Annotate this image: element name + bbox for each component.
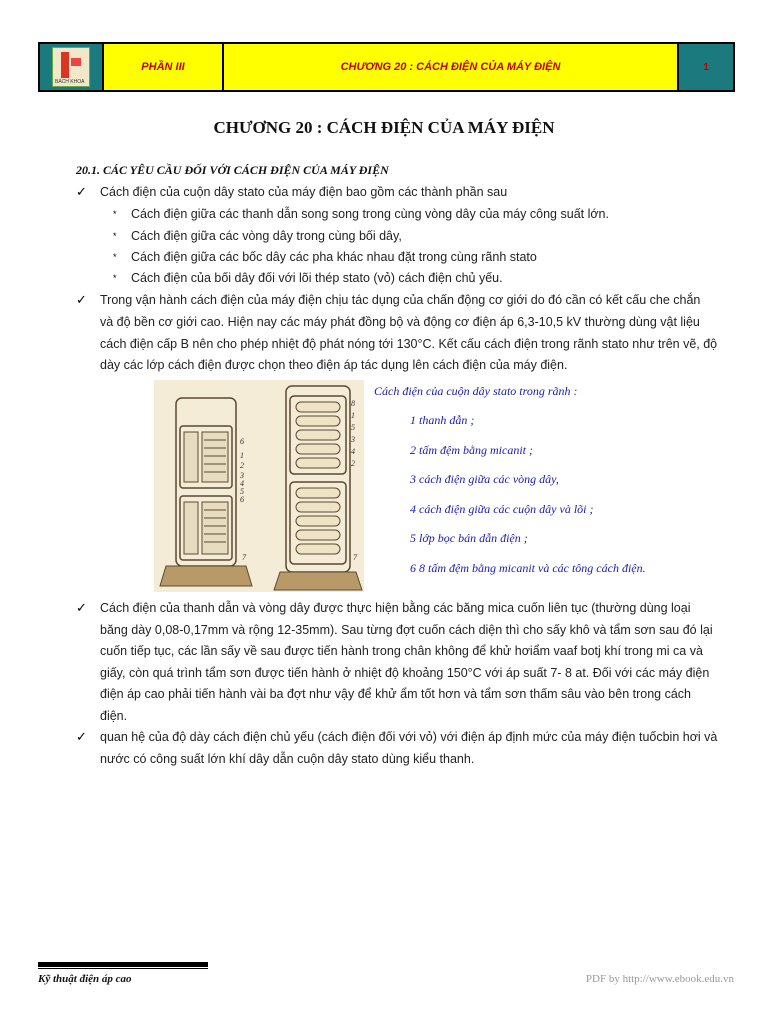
star-icon: *: [113, 273, 117, 283]
section-heading: 20.1. CÁC YÊU CẦU ĐỐI VỚI CÁCH ĐIỆN CỦA MÁY ĐIỆN: [76, 163, 389, 177]
figure-part-label: 5: [351, 423, 355, 432]
check-icon: ✓: [76, 292, 87, 307]
figure-part-label: 5: [240, 487, 244, 496]
figure-caption-item: 4 cách điện giữa các cuộn dây và lõi ;: [410, 502, 594, 516]
figure-part-label: 2: [240, 461, 244, 470]
figure-part-label: 7: [353, 553, 357, 562]
star-icon: *: [113, 209, 117, 219]
figure-part-label: 3: [240, 471, 244, 480]
figure-caption-item: 5 lớp bọc bán dẫn điện ;: [410, 531, 528, 545]
figure-part-label: 2: [351, 459, 355, 468]
figure-part-label: 4: [351, 447, 355, 456]
figure-part-label: 7: [242, 553, 246, 562]
paragraph-line: điện.: [100, 709, 128, 723]
page-title: CHƯƠNG 20 : CÁCH ĐIỆN CỦA MÁY ĐIỆN: [213, 118, 555, 137]
figure-part-label: 6: [240, 495, 244, 504]
header-chapter: CHƯƠNG 20 : CÁCH ĐIỆN CỦA MÁY ĐIỆN: [224, 44, 679, 90]
paragraph-line: giấy, còn quá trình tẩm sơn được tiến hành ở nhiệt độ khoảng 150°C với áp suất 7- 8 at. Đối với các máy điện: [100, 666, 710, 680]
figure-caption-item: 3 cách điện giữa các vòng dây,: [410, 472, 559, 486]
paragraph-line: và độ bền cơ giới cao. Hiện nay các máy phát đồng bộ và động cơ điện áp 6,3-10,5 kV thường dùng vật liệu: [100, 315, 700, 329]
paragraph-line: băng dày 0,08-0,17mm và rộng 12-35mm). Sau từng đợt cuốn cách diện thì cho sấy khô và tẩm sơn sau đó lại: [100, 623, 713, 637]
bullet-text: Cách điện của cuộn dây stato của máy điện bao gồm các thành phần sau: [100, 185, 508, 199]
page-header: [38, 42, 735, 92]
figure-caption-item: 6 8 tấm đệm bằng micanit và các tông cách điện.: [410, 561, 646, 575]
figure-part-label: 1: [240, 451, 244, 460]
figure-part-label: 4: [240, 479, 244, 488]
logo: [40, 44, 104, 90]
stator-slot-figure: [154, 380, 364, 592]
paragraph-line: cuốn tiếp tục, các lần sấy về sau được tiến hành trong chân không để khử hơiẩm vaaf botj khí trong mi ca và: [100, 644, 703, 658]
sub-item: Cách điện giữa các thanh dẫn song song trong cùng vòng dây của máy công suất lớn.: [131, 207, 609, 221]
paragraph-line: điện áp cao phải tiến hành vài ba đợt như vậy để khử ẩm tốt hơn và tẩm sơn thấm sâu vào bên trong cách: [100, 687, 691, 701]
figure-caption-item: 1 thanh dẫn ;: [410, 413, 475, 427]
logo-icon: BÁCH KHOA: [52, 47, 90, 87]
paragraph-line: cách điện cấp B nên cho phép nhiệt độ phát nóng tới 130°C. Kết cấu cách điện trong rãnh stato như trên vẽ, độ: [100, 337, 718, 351]
check-icon: ✓: [76, 729, 87, 744]
star-icon: *: [113, 231, 117, 241]
footer-rule: [38, 962, 208, 967]
footer-book-title: Kỹ thuật điện áp cao: [38, 973, 132, 985]
paragraph-line: dày các lớp cách điện được chọn theo điện áp tác dụng lên cách điện của máy điện.: [100, 358, 568, 372]
sub-item: Cách điện giữa các bốc dây các pha khác nhau đặt trong cùng rãnh stato: [131, 250, 537, 264]
figure-caption-item: 2 tấm đệm bằng micanit ;: [410, 443, 533, 457]
check-icon: ✓: [76, 184, 87, 199]
star-icon: *: [113, 252, 117, 262]
page-number: 1: [679, 44, 733, 90]
paragraph-line: nước có công suất lớn khí dây dẫn cuộn dây stato dùng kiểu thanh.: [100, 752, 475, 766]
label-l: 6: [240, 437, 244, 446]
paragraph-line: Trong vận hành cách điện của máy điện chịu tác dụng của chấn động cơ giới do đó cần có kết cấu che chắn: [100, 293, 701, 307]
figure-part-label: 3: [351, 435, 355, 444]
footer-source-link[interactable]: PDF by http://www.ebook.edu.vn: [585, 973, 734, 985]
paragraph-line: quan hệ của độ dày cách điện chủ yếu (cách điện đối với vỏ) với điện áp định mức của máy điện tuốcbin hơi và: [100, 730, 718, 744]
sub-item: Cách điện giữa các vòng dây trong cùng bối dây,: [131, 229, 402, 243]
figure-part-label: 8: [351, 399, 355, 408]
header-part: PHẦN III: [104, 44, 224, 90]
paragraph-line: Cách điện của thanh dẫn và vòng dây được thực hiện bằng các băng mica cuốn liên tục (thường dùng loại: [100, 601, 691, 615]
check-icon: ✓: [76, 600, 87, 615]
footer-rule-thin: [38, 968, 208, 969]
figure-caption-title: Cách điện của cuộn dây stato trong rãnh :: [374, 384, 578, 398]
figure-part-label: 1: [351, 411, 355, 420]
sub-item: Cách điện của bối dây đối với lõi thép stato (vỏ) cách điện chủ yếu.: [131, 271, 503, 285]
